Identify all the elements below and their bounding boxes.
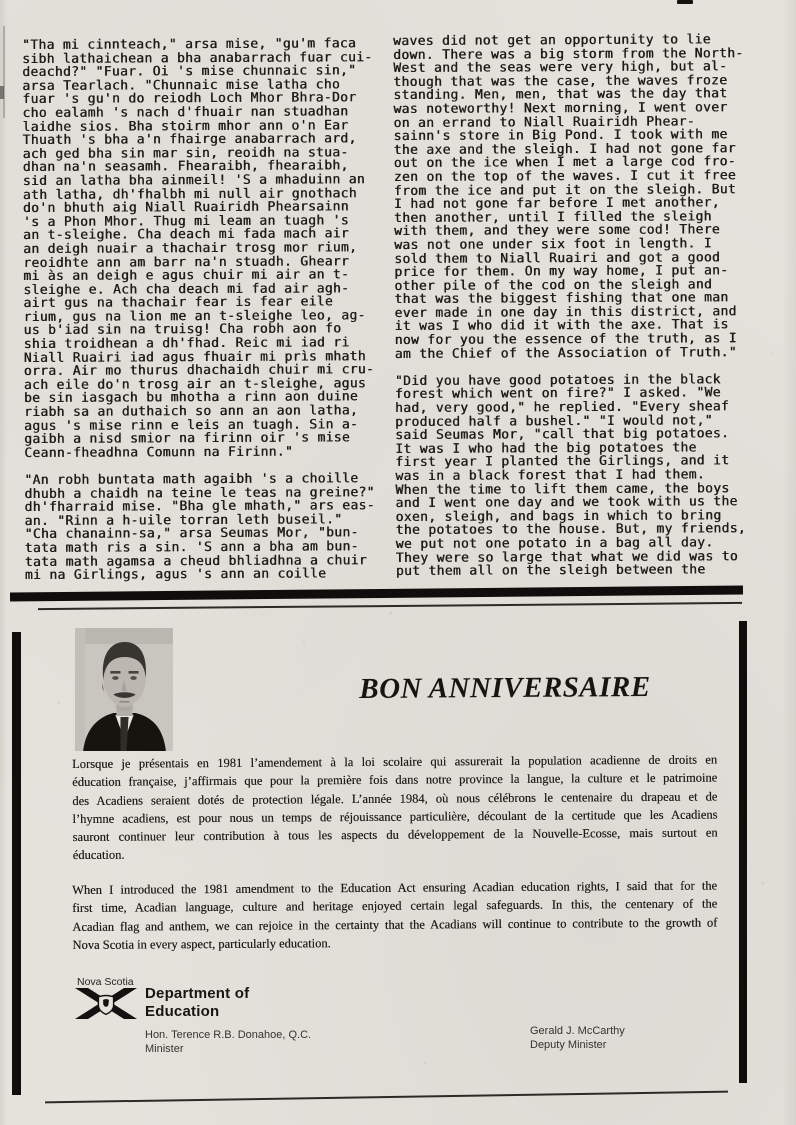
english-paragraph — [72, 876, 717, 954]
department-line1: Department of — [145, 985, 250, 1002]
deputy-name: Gerald J. McCarthy — [530, 1025, 625, 1037]
ad-title: BON ANNIVERSAIRE — [359, 670, 651, 706]
scan-mark-top-right — [677, 0, 693, 4]
paragraph-line: l’hymne acadiens, est pour nous un temps de réjouissance particulière, découlant de la certitude que les Acadiens — [72, 807, 718, 826]
nova-scotia-flag-icon — [75, 988, 137, 1019]
article-column-right: waves did not get an opportunity to lie down. There was a big storm from the North- West and the seas were very high, but al- though that was the case, the waves froze standing. Men, men, that was the day that was noteworthy! Next morning, I went over on an errand to Niall Ruairidh Phear- sainn's store in Big Pond. I took with me the axe and the sleigh. I had not gone far out on the ice when I met a large cod fro- zen on the top of the waves. I cut it free from the ice and put it on the sleigh. But I had not gone far before I met another, then another, until I filled the sleigh with them, and they were some cod! There was not one under six foot in length. I sold them to Niall Ruairi and got a good price for them. On my way home, I put an- other pile of the cod on the sleigh and that was the biggest fishing that one man ever made in one day in this district, and it was I who did it with the axe. That is now for you the essence of the truth, as I am the Chief of the Association of Truth." "Did you have good potatoes in the black forest which went on fire?" I asked. "We had, very good," he replied. "Every sheaf produced half a bushel." "I would not," said Seumas Mor, "call that big potatoes. It was I who had the big potatoes the first year I planted the Girlings, and it was in a black forest that I had them. When the time to lift them came, the boys and I went one day and we took with us the oxen, sleigh, and bags in which to bring the potatoes to the house. But, my friends, we put not one potato in a bag all day. They were so large that what we did was to put them all on the sleigh between the — [392, 32, 746, 580]
paragraph-line: éducation. — [72, 848, 125, 863]
paragraph-line: sauront continuer leur contribution à tous les aspects du développement de la Nouvelle-Ecosse, mais surtout en — [72, 825, 718, 845]
paragraph-line: When I introduced the 1981 amendment to the Education Act ensuring Acadian education rights, I said that for the — [72, 878, 718, 897]
portrait-illustration — [75, 628, 173, 751]
minister-portrait-photo — [75, 628, 173, 751]
section-divider-bar — [10, 585, 743, 601]
ad-frame-bottom-line — [45, 1091, 728, 1104]
scan-speckles — [0, 0, 2, 2]
department-line2: Education — [145, 1002, 220, 1020]
minister-signature-block — [145, 1029, 311, 1056]
minister-title: Minister — [145, 1042, 184, 1055]
paragraph-line: Lorsque je présentais en 1981 l’amendement à la loi scolaire qui assurerait la population acadienne de droits en — [72, 752, 718, 771]
paragraph-line: des Acadiens seraient dotés de protection légale. L’année 1984, où nous célébrons le centenaire du drapeau et de — [72, 789, 718, 808]
ad-frame-top-line — [38, 602, 742, 610]
paragraph-line: first time, Acadian language, culture and heritage enjoyed certain legal safeguards. In this, the centenary of the — [72, 896, 718, 916]
ad-frame-left-bar — [12, 632, 21, 1095]
scan-edge-line — [3, 26, 5, 118]
paragraph-line: éducation française, j’affirmais que pour la première fois dans notre province la langue, la culture et le patrimoine — [72, 770, 718, 790]
paragraph-line: Acadian flag and anthem, we can rejoice in the certainty that the Acadians will continue to contribute to the growth of — [72, 915, 718, 934]
ad-frame-right-bar — [739, 621, 747, 1083]
deputy-signature-block — [530, 1025, 625, 1052]
department-name — [145, 985, 249, 1020]
french-paragraph — [72, 750, 718, 864]
nova-scotia-label: Nova Scotia — [77, 976, 134, 988]
paragraph-line: Nova Scotia in every aspect, particularly education. — [72, 936, 331, 952]
article-column-left: "Tha mi cinnteach," arsa mise, "gu'm faca sibh lathaichean a bha anabarrach fuar cui- deachd?" "Fuar. Oi 's mise chunnaic sin," arsa Tearlach. "Chunnaic mise latha cho fuar 's gu'n do reiodh Loch Mhor Bhra-Dor cho ealamh 's nach d'fhuair nan stuadhan laidhe sios. Bha stoirm mhor ann o'n Ear Thuath 's bha a'n fhairge anabarrach ard, ach ged bha sin mar sin, reoidh na stua- dhan na'n seasamh. Fhearaibh, fhearaibh, sid an latha bha ainmeil! 'S a mhaduinn an ath latha, dh'fhalbh mi null air gnothach do'n bhuth aig Niall Ruairidh Phearsainn 's a Phon Mhor. Thug mi leam an tuagh 's an t-sleighe. Cha deach mi fada mach air an deigh nuair a thachair trosg mor rium, reoidhte ann am barr na'n stuadh. Ghearr mi às an deigh e agus chuir mi air an t- sleighe e. Ach cha deach mi fad air agh- airt gus na thachair fear is fear eile rium, gus na lion me an t-sleighe leo, ag- us b'iad sin na truisg! Cha robh aon fo shia troidhean a dh'fhad. Reic mi iad ri Niall Ruairi iad agus fhuair mi prìs mhath orra. Air mo thurus dhachaidh chuir mi cru- ach eile do'n trosg air an t-sleighe, agus be sin iasgach bu mhotha a rinn aon duine riabh sa an duthaich so ann an aon latha, agus 's mise rinn e leis an tuagh. Sin a- gaibh a nisd smior na firinn oir 's mise Ceann-fheadhna Comunn na Firinn." "An robh buntata math agaibh 's a choille dhubh a chaidh na teine le teas na greine?" dh'fharraid mise. "Bha gle mhath," ars eas- an. "Rinn a h-uile torran leth buseil." "Cha chanainn-sa," arsa Seumas Mor, "bun- tata math ris a sin. 'S ann a bha am bun- tata math agamsa a cheud bhliadhna a chuir mi na Girlings, agus 's ann an coille — [21, 36, 375, 584]
minister-name: Hon. Terence R.B. Donahoe, Q.C. — [145, 1029, 312, 1041]
deputy-title: Deputy Minister — [530, 1038, 607, 1051]
